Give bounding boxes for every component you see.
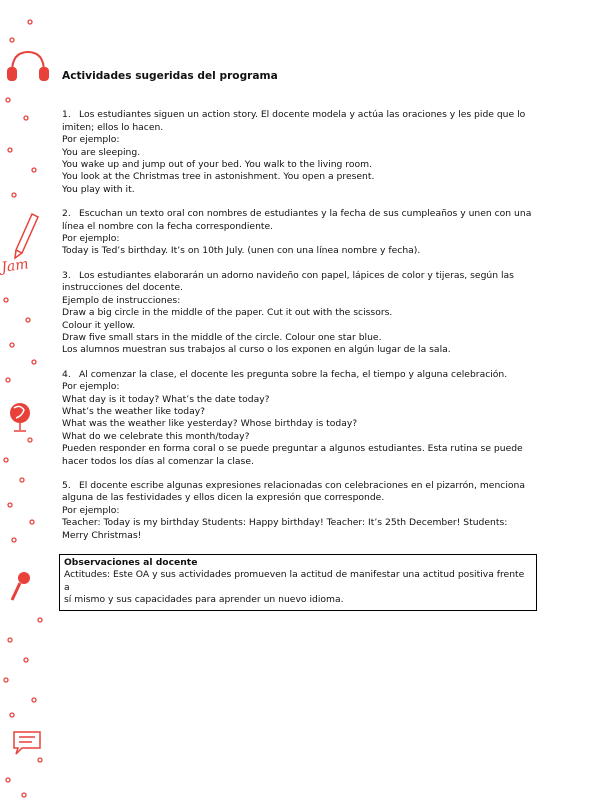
activity-line: Los alumnos muestran sus trabajos al curso o los exponen en algún lugar de la sala. (62, 344, 451, 356)
activity-text: Los estudiantes siguen un action story. El docente modela y actúa las oraciones y les pide que lo (79, 109, 526, 121)
activity-item-4 (62, 369, 534, 468)
activity-line: Colour it yellow. (62, 319, 136, 331)
activity-line (62, 270, 534, 282)
observations-line: sí mismo y sus capacidades para aprender un nuevo idioma. (64, 594, 344, 606)
activity-line (62, 369, 534, 381)
activity-line (62, 208, 534, 220)
margin-decoration (0, 0, 56, 800)
observations-box (59, 554, 537, 611)
activity-line: You are sleeping. (62, 146, 141, 158)
activity-item-5 (62, 480, 534, 542)
activity-line: Draw a big circle in the middle of the paper. Cut it out with the scissors. (62, 307, 393, 319)
activity-text: Los estudiantes elaborarán un adorno navideño con papel, lápices de color y tijeras, según las (79, 269, 514, 281)
activity-line: hacer todos los días al comenzar la clase. (62, 455, 254, 467)
activity-line: What was the weather like yesterday? Whose birthday is today? (62, 418, 358, 430)
activity-number: 1. (62, 109, 71, 121)
activity-line: Teacher: Today is my birthday Students: Happy birthday! Teacher: It’s 25th December! Students: (62, 517, 508, 529)
activity-line: Ejemplo de instrucciones: (62, 294, 181, 306)
activity-line: Today is Ted’s birthday. It’s on 10th July. (unen con una línea nombre y fecha). (62, 245, 421, 257)
activity-line: What day is it today? What’s the date today? (62, 393, 270, 405)
activity-line: Pueden responder en forma coral o se puede preguntar a algunos estudiantes. Esta rutina se puede (62, 443, 523, 455)
activity-line: instrucciones del docente. (62, 282, 183, 294)
activity-text: Escuchan un texto oral con nombres de estudiantes y la fecha de sus cumpleaños y unen con una (79, 208, 532, 220)
globe-icon (10, 403, 30, 431)
activity-number: 5. (62, 479, 71, 491)
activity-line: What’s the weather like today? (62, 405, 206, 417)
activity-line: imiten; ellos lo hacen. (62, 121, 164, 133)
pencil-icon (15, 214, 38, 258)
activity-line: Por ejemplo: (62, 233, 120, 245)
observations-title: Observaciones al docente (64, 557, 198, 568)
activity-line: You play with it. (62, 183, 135, 195)
activity-line (62, 480, 534, 492)
observations-line: Actitudes: Este OA y sus actividades promueven la actitud de manifestar una actitud positiva frente a (64, 569, 525, 593)
activity-line: Por ejemplo: (62, 504, 120, 516)
headphones-icon (8, 52, 48, 80)
activity-line (62, 109, 534, 121)
doodle-text: Jam (0, 256, 30, 276)
activity-item-1 (62, 109, 534, 196)
activity-number: 4. (62, 368, 71, 380)
activity-text: El docente escribe algunas expresiones relacionadas con celebraciones en el pizarrón, menciona (79, 479, 525, 491)
activity-line: línea el nombre con la fecha correspondiente. (62, 220, 274, 232)
activity-line: You look at the Christmas tree in astonishment. You open a present. (62, 171, 375, 183)
activity-line: Merry Christmas! (62, 529, 142, 541)
microphone-icon (12, 572, 30, 600)
activity-item-3 (62, 270, 534, 357)
activity-line: What do we celebrate this month/today? (62, 430, 250, 442)
activity-line: Draw five small stars in the middle of the circle. Colour one star blue. (62, 331, 382, 343)
activity-number: 2. (62, 208, 71, 220)
activity-number: 3. (62, 269, 71, 281)
speech-bubble-icon (14, 732, 40, 754)
page-title: Actividades sugeridas del programa (62, 70, 278, 82)
activity-line: Por ejemplo: (62, 134, 120, 146)
activity-line: You wake up and jump out of your bed. You walk to the living room. (62, 159, 372, 171)
activity-line: Por ejemplo: (62, 381, 120, 393)
activity-line: alguna de las festividades y ellos dicen la expresión que corresponde. (62, 492, 385, 504)
activity-text: Al comenzar la clase, el docente les pregunta sobre la fecha, el tiempo y alguna celebración. (79, 368, 508, 380)
activity-item-2 (62, 208, 534, 258)
document-body (62, 70, 534, 611)
